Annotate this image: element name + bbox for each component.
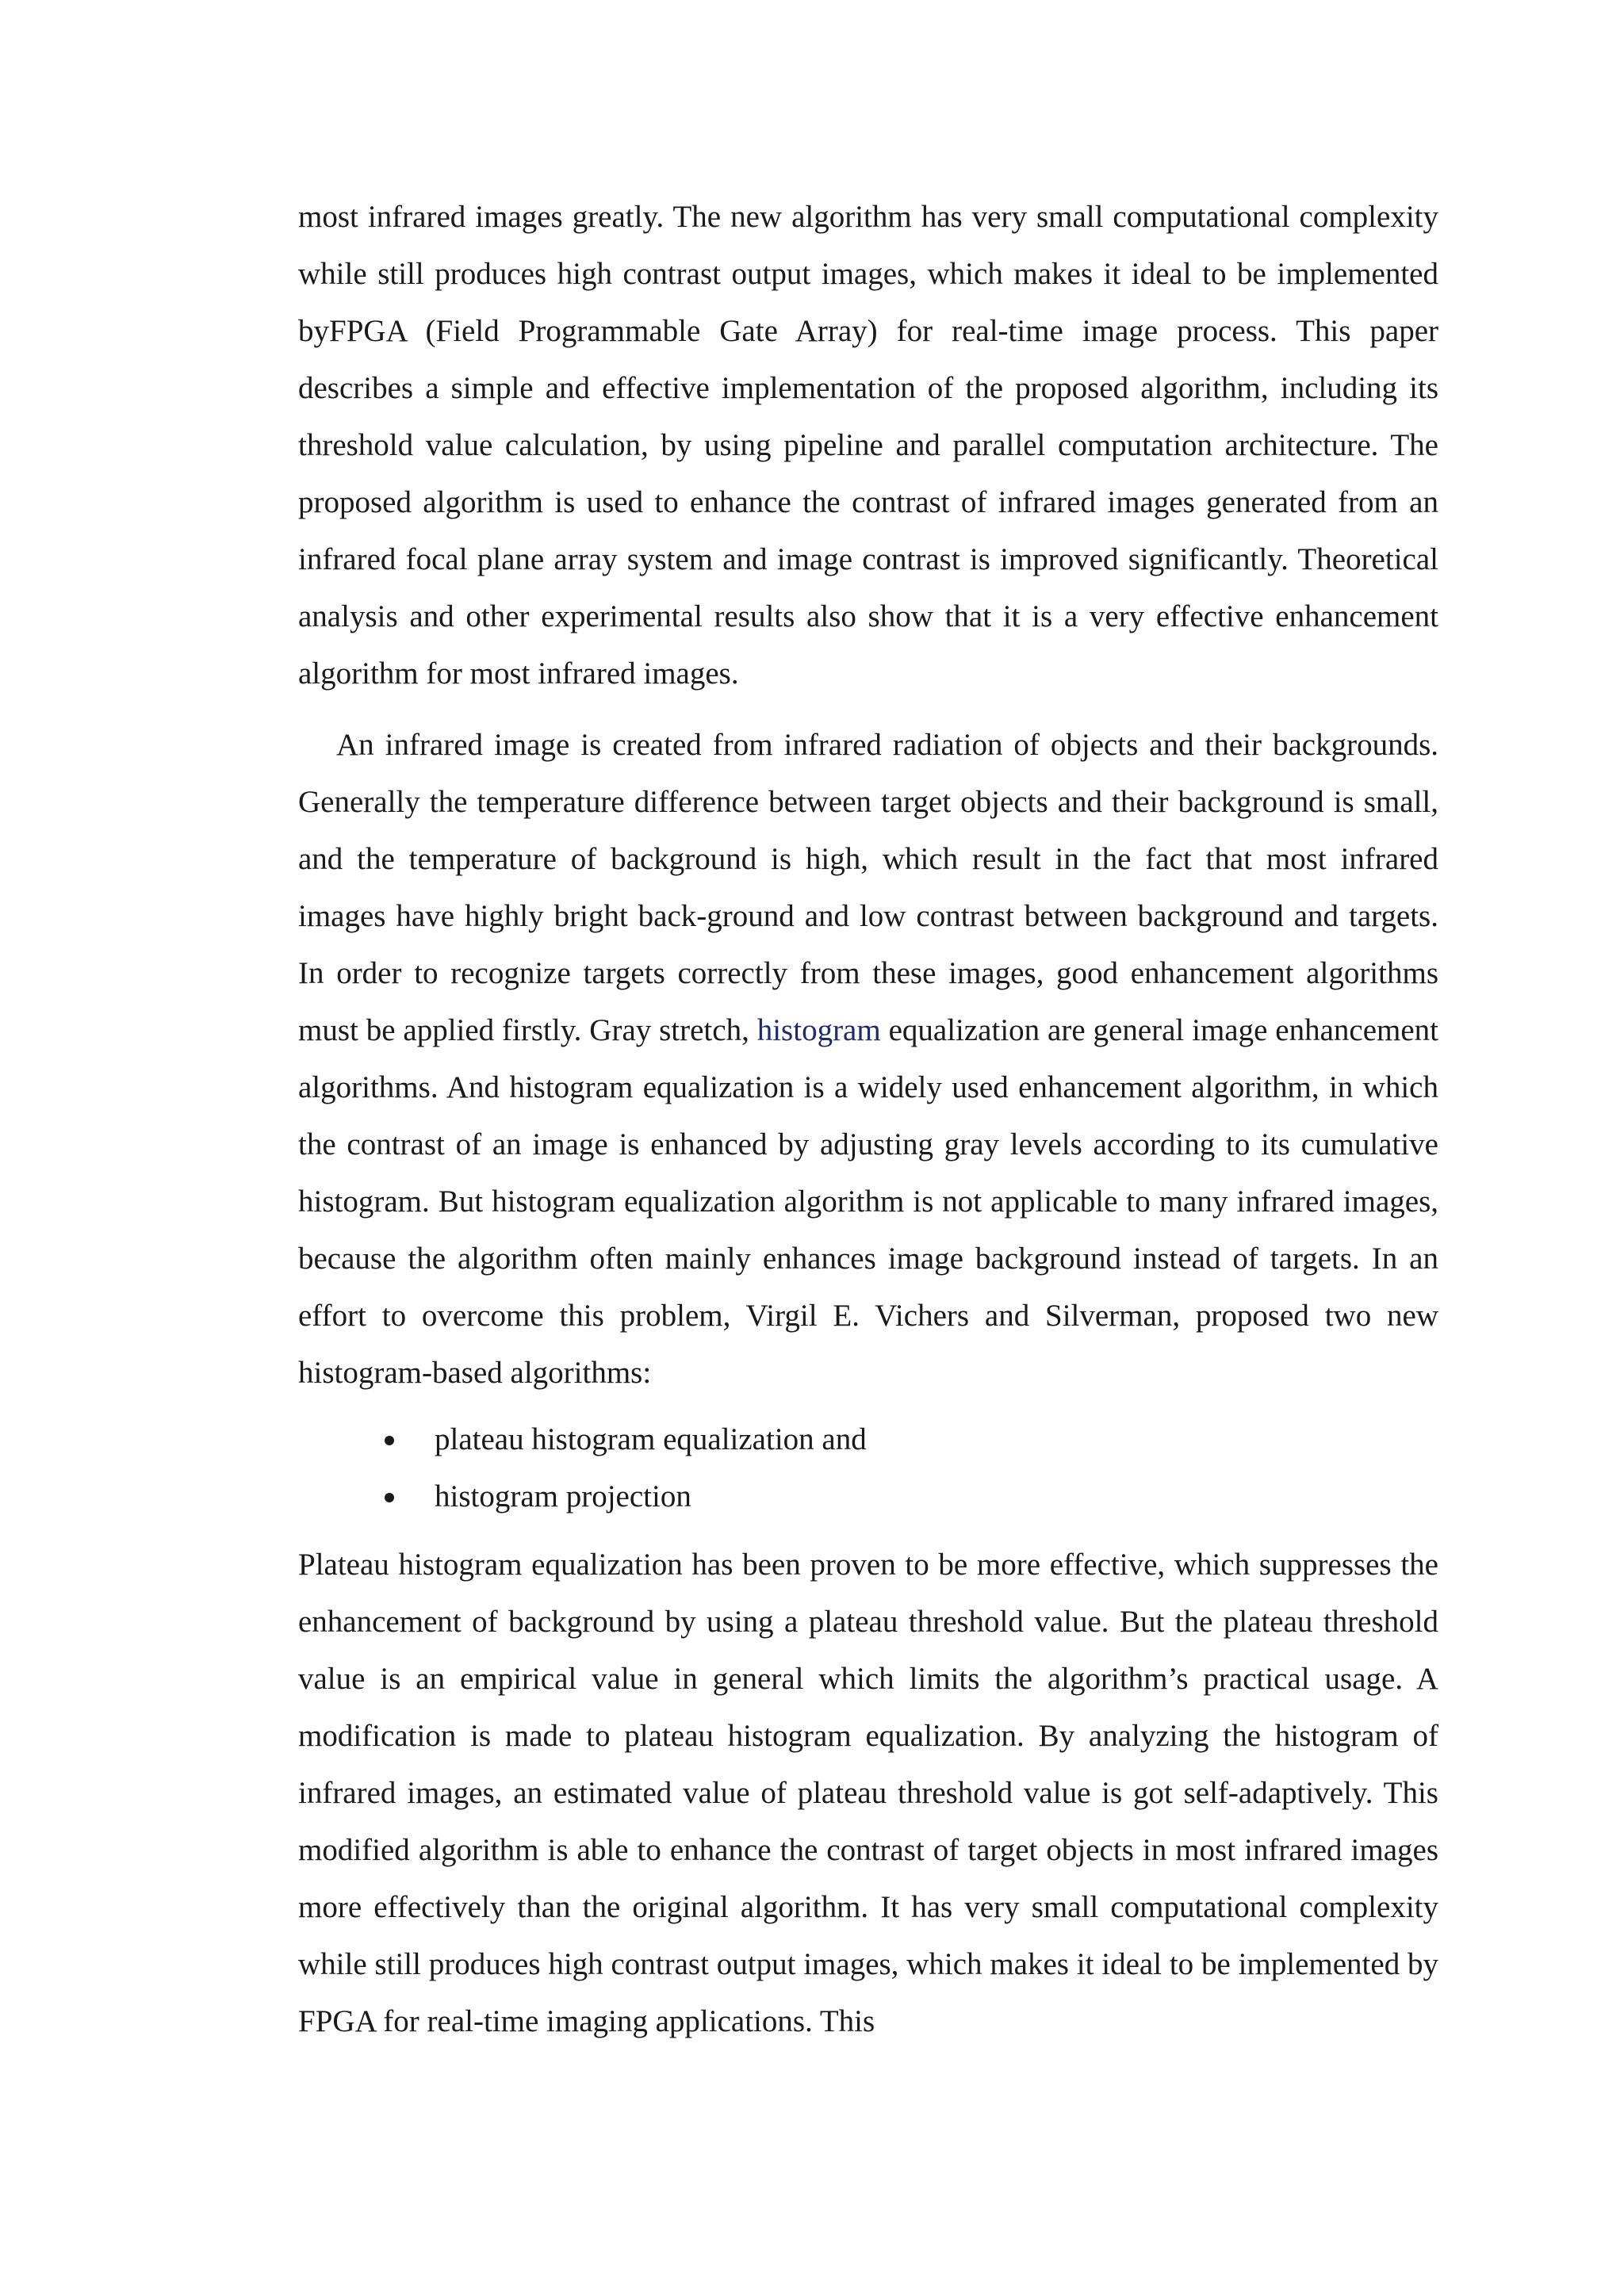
body-paragraph-3: Plateau histogram equalization has been proven to be more effective, which suppresses the enhancement of background by using a plateau threshold value. But the plateau threshold value is an empirical value in general which limits the algorithm’s practical usage. A modification is made to plateau histogram equalization. By analyzing the histogram of infrared images, an estimated value of plateau threshold value is got self-adaptively. This modified algorithm is able to enhance the contrast of target objects in most infrared images more effectively than the original algorithm. It has very small computational complexity while still produces high contrast output images, which makes it ideal to be implemented by FPGA for real-time imaging applications. This [298,1548,1438,2038]
paragraph-2-text-before-link: An infrared image is created from infrared radiation of objects and their backgrounds. Generally the temperature difference between target objects and their background is small, and the temperature of background is high, which result in the fact that most infrared images have highly bright back-ground and low contrast between background and targets. In order to recognize targets correctly from these images, good enhancement algorithms must be applied firstly. Gray stretch, [298,728,1438,1047]
body-paragraph-1: most infrared images greatly. The new algorithm has very small computational complexity while still produces high contrast output images, which makes it ideal to be implemented byFPGA (Field Programmable Gate Array) for real-time image process. This paper describes a simple and effective implementation of the proposed algorithm, including its threshold value calculation, by using pipeline and parallel computation architecture. The proposed algorithm is used to enhance the contrast of infrared images generated from an infrared focal plane array system and image contrast is improved significantly. Theoretical analysis and other experimental results also show that it is a very effective enhancement algorithm for most infrared images. [298,200,1438,691]
algorithm-bullet-list [298,1411,1438,1525]
bullet-item-label: histogram projection [435,1479,691,1513]
histogram-link[interactable]: histogram [756,1013,881,1047]
paragraph-2-text-after-link: equalization are general image enhancement algorithms. And histogram equalization is a widely used enhancement algorithm, in which the contrast of an image is enhanced by adjusting gray levels according to its cumulative histogram. But histogram equalization algorithm is not applicable to many infrared images, because the algorithm often mainly enhances image background instead of targets. In an effort to overcome this problem, Virgil E. Vichers and Silverman, proposed two new histogram-based algorithms: [298,1013,1439,1390]
bullet-item-label: plateau histogram equalization and [435,1422,867,1456]
bullet-dot-icon [385,1436,394,1445]
bullet-dot-icon [385,1493,394,1502]
document-body [298,189,1438,2050]
bullet-item-plateau [435,1411,1438,1468]
bullet-item-projection [435,1468,1438,1525]
body-paragraph-2 [298,717,1438,1402]
